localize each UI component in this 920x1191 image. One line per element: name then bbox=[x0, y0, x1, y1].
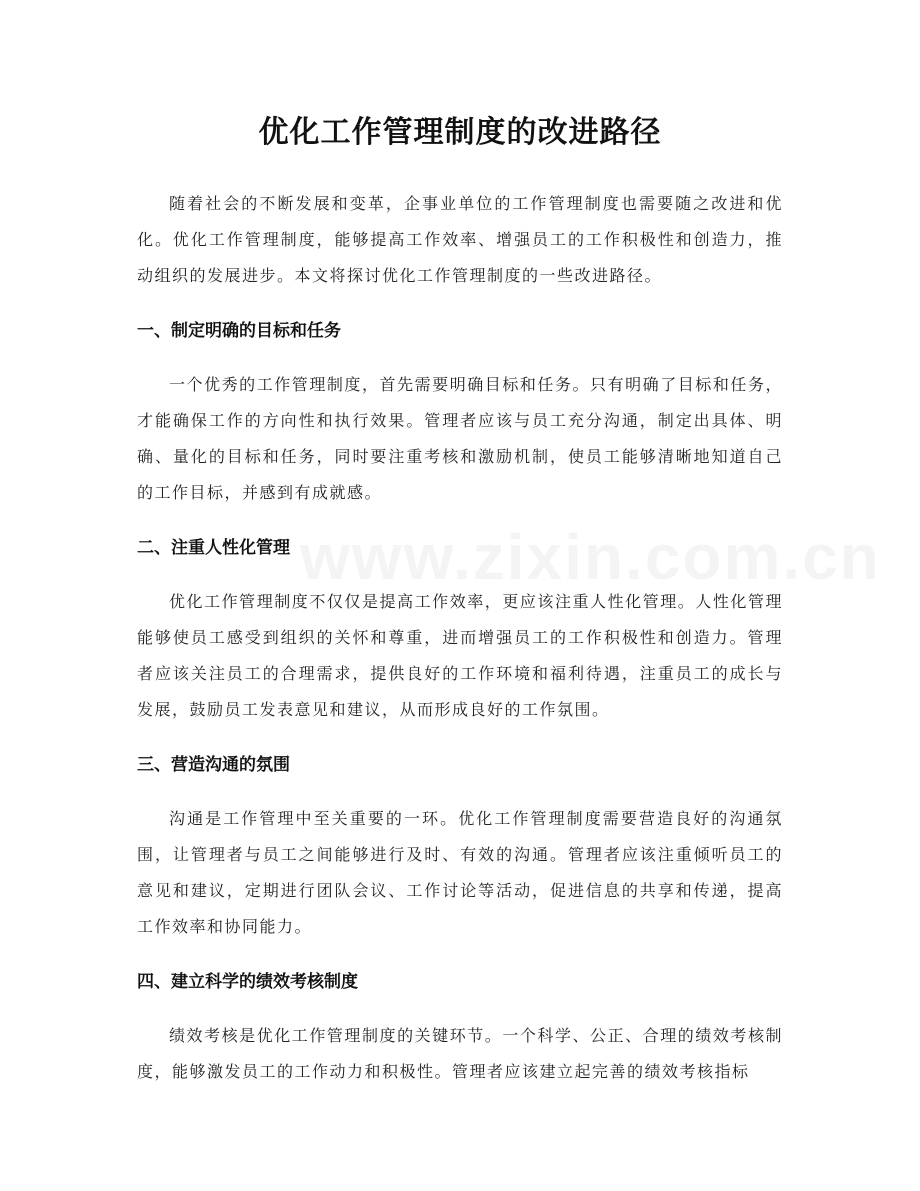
section-body-1: 一个优秀的工作管理制度，首先需要明确目标和任务。只有明确了目标和任务，才能确保工作的方向性和执行效果。管理者应该与员工充分沟通，制定出具体、明确、量化的目标和任务，同时要注重考核和激励机制，使员工能够清晰地知道自己的工作目标，并感到有成就感。 bbox=[137, 375, 783, 502]
section-body-3: 沟通是工作管理中至关重要的一环。优化工作管理制度需要营造良好的沟通氛围，让管理者与员工之间能够进行及时、有效的沟通。管理者应该注重倾听员工的意见和建议，定期进行团队会议、工作讨论等活动，促进信息的共享和传递，提高工作效率和协同能力。 bbox=[137, 809, 783, 936]
section-body-4: 绩效考核是优化工作管理制度的关键环节。一个科学、公正、合理的绩效考核制度，能够激发员工的工作动力和积极性。管理者应该建立起完善的绩效考核指标 bbox=[137, 1026, 783, 1081]
section-heading-3: 三、营造沟通的氛围 bbox=[137, 755, 290, 775]
document-title: 优化工作管理制度的改进路径 bbox=[258, 115, 662, 150]
section-body-2: 优化工作管理制度不仅仅是提高工作效率，更应该注重人性化管理。人性化管理能够使员工感受到组织的关怀和尊重，进而增强员工的工作积极性和创造力。管理者应该关注员工的合理需求，提供良好的工作环境和福利待遇，注重员工的成长与发展，鼓励员工发表意见和建议，从而形成良好的工作氛围。 bbox=[137, 592, 783, 719]
section-heading-2: 二、注重人性化管理 bbox=[137, 538, 290, 558]
document-content bbox=[137, 103, 783, 1090]
section-heading-4: 四、建立科学的绩效考核制度 bbox=[137, 972, 358, 992]
section-heading-1: 一、制定明确的目标和任务 bbox=[137, 321, 341, 341]
intro-paragraph: 随着社会的不断发展和变革，企事业单位的工作管理制度也需要随之改进和优化。优化工作管理制度，能够提高工作效率、增强员工的工作积极性和创造力，推动组织的发展进步。本文将探讨优化工作管理制度的一些改进路径。 bbox=[137, 194, 783, 285]
